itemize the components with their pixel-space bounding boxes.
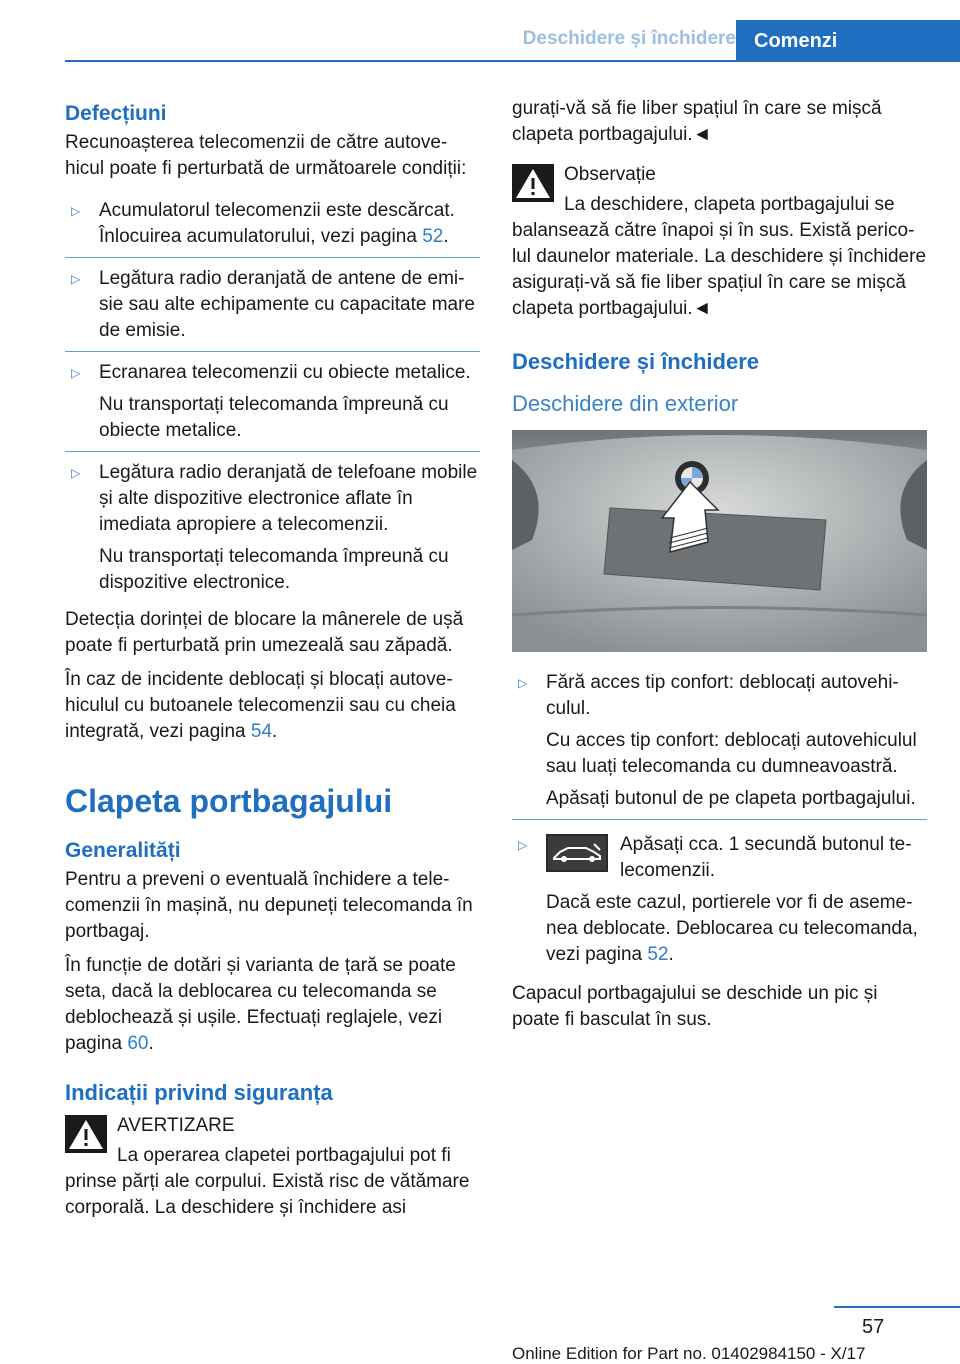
page-link[interactable]: 52 <box>422 226 444 247</box>
triangle-bullet-icon: ▷ <box>71 272 81 286</box>
car-remote-trunk-icon <box>546 834 608 872</box>
note-box <box>512 162 927 322</box>
warning-triangle-icon <box>65 1115 107 1153</box>
page-link[interactable]: 52 <box>647 944 669 965</box>
open-close-heading: Deschidere și închidere <box>512 349 759 374</box>
list-item-subtext: Nu transportați telecomanda împreună cu obiecte metalice. <box>99 394 449 441</box>
warning-box <box>65 1113 480 1221</box>
footer-rule <box>834 1306 960 1308</box>
list-item-text: Legătura radio deranjată de antene de emisie sau alte echipamente cu capacitate mare de emisie. <box>99 268 475 341</box>
list-item-text: Fără acces tip confort: deblocați autovehiculul. <box>546 672 899 719</box>
safety-heading: Indicații privind siguranța <box>65 1080 333 1105</box>
header-chapter-tab: Comenzi <box>736 20 960 62</box>
list-item-text: Legătura radio deranjată de telefoane mobile și alte dispozitive electronice aflate în imediata apropiere a telecomenzii. <box>99 462 478 535</box>
list-item-subtext: Nu transportați telecomanda împreună cu dispozitive electronice. <box>99 546 449 593</box>
note-title: Observație <box>564 164 656 185</box>
triangle-bullet-icon: ▷ <box>518 838 528 852</box>
list-item-text: Apăsați cca. 1 secundă butonul telecomenzii. <box>620 834 912 881</box>
triangle-bullet-icon: ▷ <box>518 676 528 690</box>
warning-continuation: gurați-vă să fie liber spațiul în care se mișcă clapeta portbagajului.◄ <box>512 98 882 145</box>
list-item <box>65 190 480 258</box>
footer-edition: Online Edition for Part no. 01402984150 - X/17 <box>512 1344 866 1363</box>
triangle-bullet-icon: ▷ <box>71 466 81 480</box>
list-item-subtext: Cu acces tip confort: deblocați autovehiculul sau luați telecomanda cu dumneavoastră. <box>546 730 917 777</box>
list-item-subtext: Dacă este cazul, portierele vor fi de asemenea deblocate. Deblocarea cu telecomanda, vezi pagina 52. <box>546 892 918 965</box>
page-link[interactable]: 60 <box>127 1033 149 1054</box>
general-heading: Generalități <box>65 839 181 862</box>
list-item <box>65 258 480 352</box>
trunk-heading: Clapeta portbagajului <box>65 783 393 819</box>
defects-intro: Recunoașterea telecomenzii de către autovehicul poate fi perturbată de următoarele condiții: <box>65 132 467 179</box>
list-item-text: Acumulatorul telecomenzii este descărcat. Înlocuirea acumulatorului, vezi pagina 52. <box>99 200 455 247</box>
defects-heading: Defecțiuni <box>65 102 167 125</box>
warning-text: La operarea clapetei portbagajului pot fi prinse părți ale corpului. Există risc de vătămare corporală. La deschidere și închidere asi <box>65 1145 470 1218</box>
page-link[interactable]: 54 <box>250 721 273 742</box>
page-number: 57 <box>862 1316 885 1338</box>
warning-triangle-icon <box>512 164 554 202</box>
outside-opening-heading: Deschidere din exterior <box>512 391 739 416</box>
triangle-bullet-icon: ▷ <box>71 366 81 380</box>
note-text: La deschidere, clapeta portbagajului se balansează către înapoi și în sus. Există pericolul daunelor materiale. La deschidere și închidere asigurați-vă să fie liber spațiul în care se mișcă clapeta portbagajului.◄ <box>512 194 927 319</box>
list-item <box>65 452 480 603</box>
triangle-bullet-icon: ▷ <box>71 204 81 218</box>
trunk-lid-photo <box>512 430 927 652</box>
list-item-text: Ecranarea telecomenzii cu obiecte metalice. <box>99 362 471 383</box>
incident-text: În caz de incidente deblocați și blocați autovehiculul cu butoanele telecomenzii sau cu cheia integrată, vezi pagina 54. <box>65 669 456 742</box>
header-section-title: Deschidere și închidere <box>522 28 736 49</box>
final-paragraph: Capacul portbagajului se deschide un pic și poate fi basculat în sus. <box>512 983 878 1030</box>
list-item <box>65 352 480 452</box>
warning-title: AVERTIZARE <box>117 1115 235 1136</box>
left-column <box>65 96 480 1229</box>
right-column <box>512 96 927 1041</box>
list-item <box>512 820 927 975</box>
detection-text: Detecția dorinței de blocare la mânerele de ușă poate fi perturbată prin umezeală sau zăpadă. <box>65 609 464 656</box>
list-item <box>512 662 927 820</box>
general-paragraph-2: În funcție de dotări și varianta de țară se poate seta, dacă la deblocarea cu telecomanda se deblochează și ușile. Efectuați reglajele, vezi pagina 60. <box>65 955 456 1054</box>
general-paragraph-1: Pentru a preveni o eventuală închidere a telecomenzii în mașină, nu depuneți telecomanda în portbagaj. <box>65 869 473 942</box>
list-item-subtext: Apăsați butonul de pe clapeta portbagajului. <box>546 788 916 809</box>
